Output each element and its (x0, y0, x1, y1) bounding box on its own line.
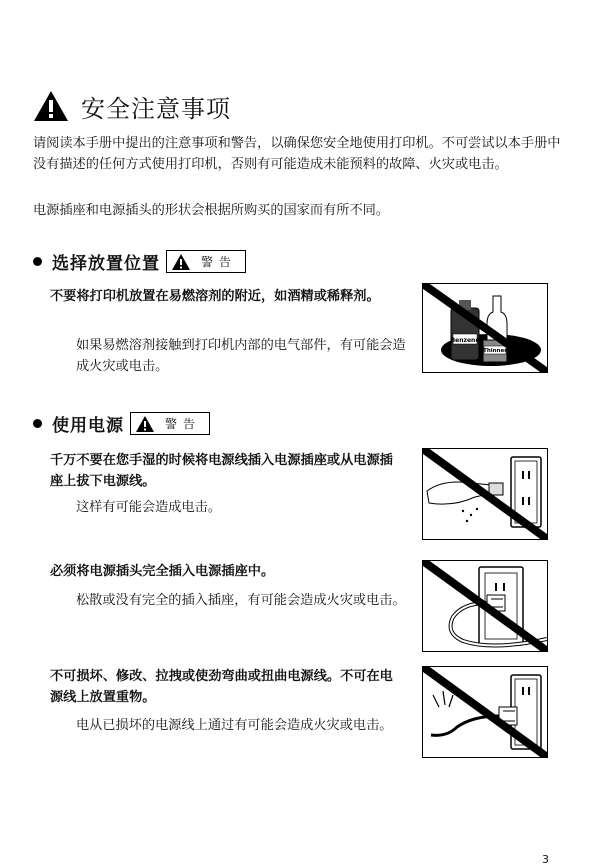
warning-badge (166, 250, 246, 273)
loose-plug-prohibited-icon (422, 560, 548, 652)
damaged-cord-prohibited-icon (422, 666, 548, 758)
warning-text: 必须将电源插头完全插入电源插座中。 (50, 564, 275, 579)
flammable-solvents-prohibited-icon (422, 283, 548, 373)
thinner-label: Thinner (483, 348, 507, 354)
warning-detail: 如果易燃溶剂接触到打印机内部的电气部件，有可能会造成火灾或电击。 (76, 338, 406, 374)
section-title: 使用电源 (52, 416, 124, 436)
page-title-row (33, 88, 231, 124)
benzene-label: Benzene (450, 337, 480, 344)
warning-badge (130, 412, 210, 435)
bullet-icon (33, 257, 42, 266)
warning-detail: 松散或没有完全的插入插座，有可能会造成火灾或电击。 (76, 593, 406, 608)
intro-paragraph: 请阅读本手册中提出的注意事项和警告，以确保您安全地使用打印机。不可尝试以本手册中没有描述的任何方式使用打印机，否则有可能造成未能预料的故障、火灾或电击。 (33, 136, 561, 172)
page-number: 3 (542, 853, 549, 866)
warning-badge-label: 警告 (165, 417, 202, 431)
section-title: 选择放置位置 (52, 254, 160, 274)
warning-detail: 电从已损坏的电源线上通过有可能会造成火灾或电击。 (76, 718, 393, 733)
warning-triangle-icon (135, 415, 155, 433)
warning-text: 不可损坏、修改、拉拽或使劲弯曲或扭曲电源线。不可在电源线上放置重物。 (50, 669, 393, 705)
section-header-placement (33, 249, 246, 274)
warning-text: 千万不要在您手湿的时候将电源线插入电源插座或从电源插座上拔下电源线。 (50, 453, 393, 489)
warning-detail: 这样有可能会造成电击。 (76, 500, 222, 515)
wet-hand-plug-prohibited-icon (422, 448, 548, 540)
warning-badge-label: 警告 (201, 255, 238, 269)
warning-text: 不要将打印机放置在易燃溶剂的附近，如酒精或稀释剂。 (50, 289, 380, 304)
bullet-icon (33, 419, 42, 428)
section-header-power (33, 411, 210, 436)
page-title: 安全注意事项 (81, 94, 231, 123)
warning-triangle-icon (33, 90, 69, 122)
warning-triangle-icon (171, 253, 191, 271)
plug-note: 电源插座和电源插头的形状会根据所购买的国家而有所不同。 (33, 203, 390, 218)
